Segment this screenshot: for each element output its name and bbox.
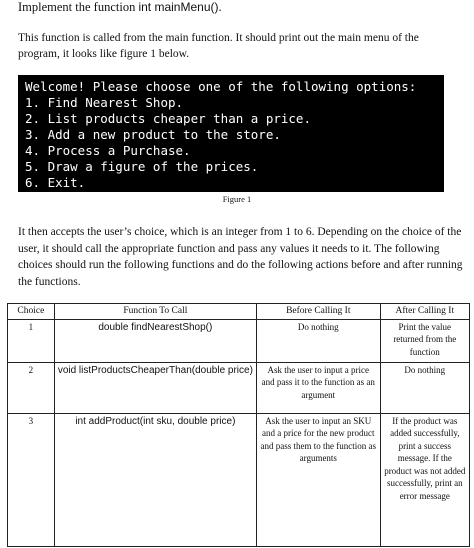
cell-before: Do nothing	[256, 319, 380, 362]
cell-choice: 1	[8, 319, 55, 362]
cell-before: Ask the user to input an SKU and a price for the new product and pass them to the function as arguments	[256, 413, 380, 546]
header-function: Function To Call	[54, 304, 256, 320]
intro-paragraph	[18, 30, 458, 62]
terminal-line: 3. Add a new product to the store.	[25, 127, 281, 142]
cell-function: void listProductsCheaperThan(double price)	[54, 362, 256, 413]
table-row	[8, 319, 470, 362]
terminal-line: Welcome! Please choose one of the following options:	[25, 79, 417, 94]
section-heading	[18, 0, 222, 15]
cell-after: Do nothing	[380, 362, 469, 413]
terminal-line: 2. List products cheaper than a price.	[25, 111, 311, 126]
cell-before: Ask the user to input a price and pass it to the function as an argument	[256, 362, 380, 413]
function-table	[7, 303, 470, 547]
table-row	[8, 362, 470, 413]
header-before: Before Calling It	[256, 304, 380, 320]
choice-paragraph: It then accepts the user’s choice, which is an integer from 1 to 6. Depending on the choice of the user, it should call the appropriate function and pass any values it needs to it. The following choices should run the following functions and do the following actions before and after running the functions.	[18, 226, 463, 288]
cell-after: If the product was added successfully, print a success message. If the product was not added successfully, print an error message	[380, 413, 469, 546]
cell-after: Print the value returned from the function	[380, 319, 469, 362]
header-after: After Calling It	[380, 304, 469, 320]
cell-choice: 2	[8, 362, 55, 413]
figure-caption: Figure 1	[222, 194, 252, 204]
heading-suffix: .	[218, 0, 222, 14]
table-header-row	[8, 304, 470, 320]
cell-function: double findNearestShop()	[54, 319, 256, 362]
menu-terminal-figure	[18, 75, 444, 192]
heading-prefix: Implement the function	[18, 0, 139, 14]
cell-choice: 3	[8, 413, 55, 546]
terminal-line: 5. Draw a figure of the prices.	[25, 159, 259, 174]
terminal-line: 4. Process a Purchase.	[25, 143, 191, 158]
intro-text: This function is called from the main function. It should print out the main menu of the program, it looks like figure 1 below.	[18, 32, 419, 60]
header-choice: Choice	[8, 304, 55, 320]
terminal-line: 6. Exit.	[25, 175, 86, 190]
terminal-line: 1. Find Nearest Shop.	[25, 95, 184, 110]
cell-function: int addProduct(int sku, double price)	[54, 413, 256, 546]
table-row	[8, 413, 470, 546]
heading-function-code: int mainMenu()	[138, 0, 219, 14]
